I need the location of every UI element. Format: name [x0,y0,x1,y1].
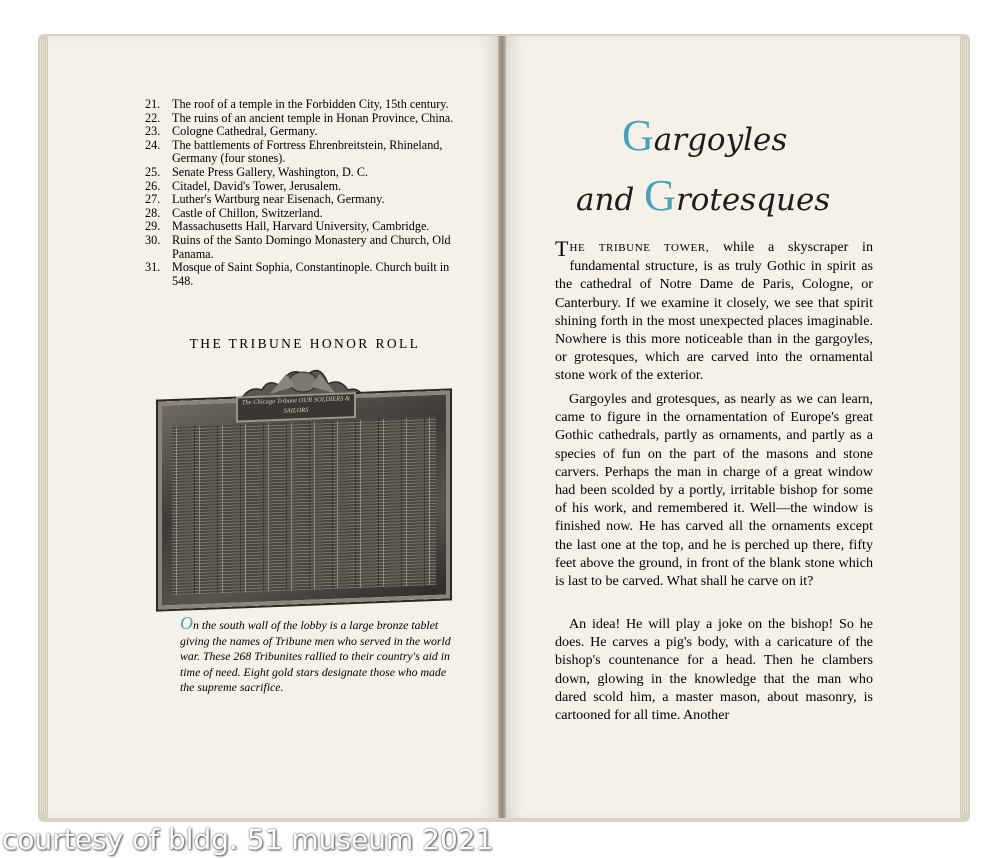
list-number: 22. [145,110,161,125]
list-text: The battlements of Fortress Ehrenbreitstein, Rhineland, Germany (four stones). [172,137,443,166]
list-text: Castle of Chillon, Switzerland. [172,205,323,220]
list-item [145,220,467,234]
list-item [145,139,467,166]
title-initial: G [644,171,676,220]
honor-roll-tablet-photo [150,356,456,606]
honor-roll-heading: THE TRIBUNE HONOR ROLL [189,336,421,351]
list-number: 23. [145,124,161,139]
caption-text: n the south wall of the lobby is a large bronze tablet giving the names of Tribune men who served in the world war. These 268 Tribunites rallied to their country's aid in time of need. Eight gold stars designate those who made the supreme sacrifice. [180,618,451,695]
list-number: 29. [145,219,161,234]
list-number: 27. [145,192,161,207]
list-text: The ruins of an ancient temple in Honan Province, China. [172,110,454,125]
museum-watermark: courtesy of bldg. 51 museum 2021 [2,823,494,856]
title-word: argoyles [653,122,788,158]
list-item [145,261,467,288]
list-item [145,180,467,194]
tablet-name-lines [172,417,436,595]
paragraph-smallcaps: HE TRIBUNE TOWER, [569,242,710,254]
title-word: and [576,182,645,218]
list-text: Luther's Wartburg near Eisenach, Germany. [172,192,385,207]
paragraph-text: while a skyscraper in fundamental structure, is as truly Gothic in spirit as the cathedral of Notre Dame de Paris, Cologne, or Canterbury. If we examine it closely, we see that spirit shining forth in the most unexpected places imaginable. Nowhere is this more noticeable than in the gargoyles, or grotesques, which are carved into the ornamental stone work of the exterior. [555,239,873,384]
list-item [145,166,467,180]
list-number: 31. [145,260,161,275]
list-text: Citadel, David's Tower, Jerusalem. [172,178,342,193]
left-page-edges [40,40,48,812]
body-paragraph-2: Gargoyles and grotesques, as nearly as we can learn, came to figure in the ornamentation of Europe's great Gothic cathedrals, partly as ornaments, and partly as a species of fun on the part of the masons and stone carvers. Perhaps the man in charge of a great window had been scolded by a portly, irritable bishop for some of his work, and remembered it. Well—the window is finished now. He has carved all the ornaments except the last one at the top, and he is perched up there, fifty feet above the ground, in front of the blank stone which is last to be carved. What shall he carve on it? [555,391,873,590]
bronze-tablet [158,390,450,609]
list-text: Massachusetts Hall, Harvard University, Cambridge. [172,219,430,234]
list-item [145,98,467,112]
page-title-line-2 [576,170,830,221]
tablet-banner: The Chicago Tribune OUR SOLDIERS & SAILORS [236,392,356,423]
page-title-line-1 [622,110,787,161]
stone-locations-list [145,98,467,288]
tablet-caption [180,613,456,696]
list-item [145,125,467,139]
list-text: Cologne Cathedral, Germany. [172,124,318,139]
list-text: The roof of a temple in the Forbidden City, 15th century. [172,97,449,111]
list-text: Ruins of the Santo Domingo Monastery and Church, Old Panama. [172,232,451,261]
list-text: Senate Press Gallery, Washington, D. C. [172,164,369,179]
title-initial: G [622,111,654,160]
list-text: Mosque of Saint Sophia, Constantinople. Church built in 548. [172,260,450,288]
list-item [145,112,467,126]
body-paragraph-1 [555,238,873,385]
caption-dropcap: O [180,613,193,633]
list-item [145,207,467,221]
title-word: rotesques [675,182,831,218]
list-number: 28. [145,205,161,220]
list-number: 21. [145,97,161,111]
list-number: 24. [145,137,161,152]
list-number: 26. [145,178,161,193]
list-item [145,234,467,261]
list-item [145,193,467,207]
list-number: 30. [145,232,161,247]
body-paragraph-3: An idea! He will play a joke on the bishop! So he does. He carves a pig's body, with a caricature of the bishop's countenance for a head. Then he clambers down, glowing in the knowledge that the man who dared scold him, a master mason, about masonry, is cartooned for all time. Another [555,616,873,724]
list-number: 25. [145,164,161,179]
book-gutter [498,36,506,818]
paragraph-dropcap: T [555,236,569,261]
right-page-edges [960,40,968,812]
